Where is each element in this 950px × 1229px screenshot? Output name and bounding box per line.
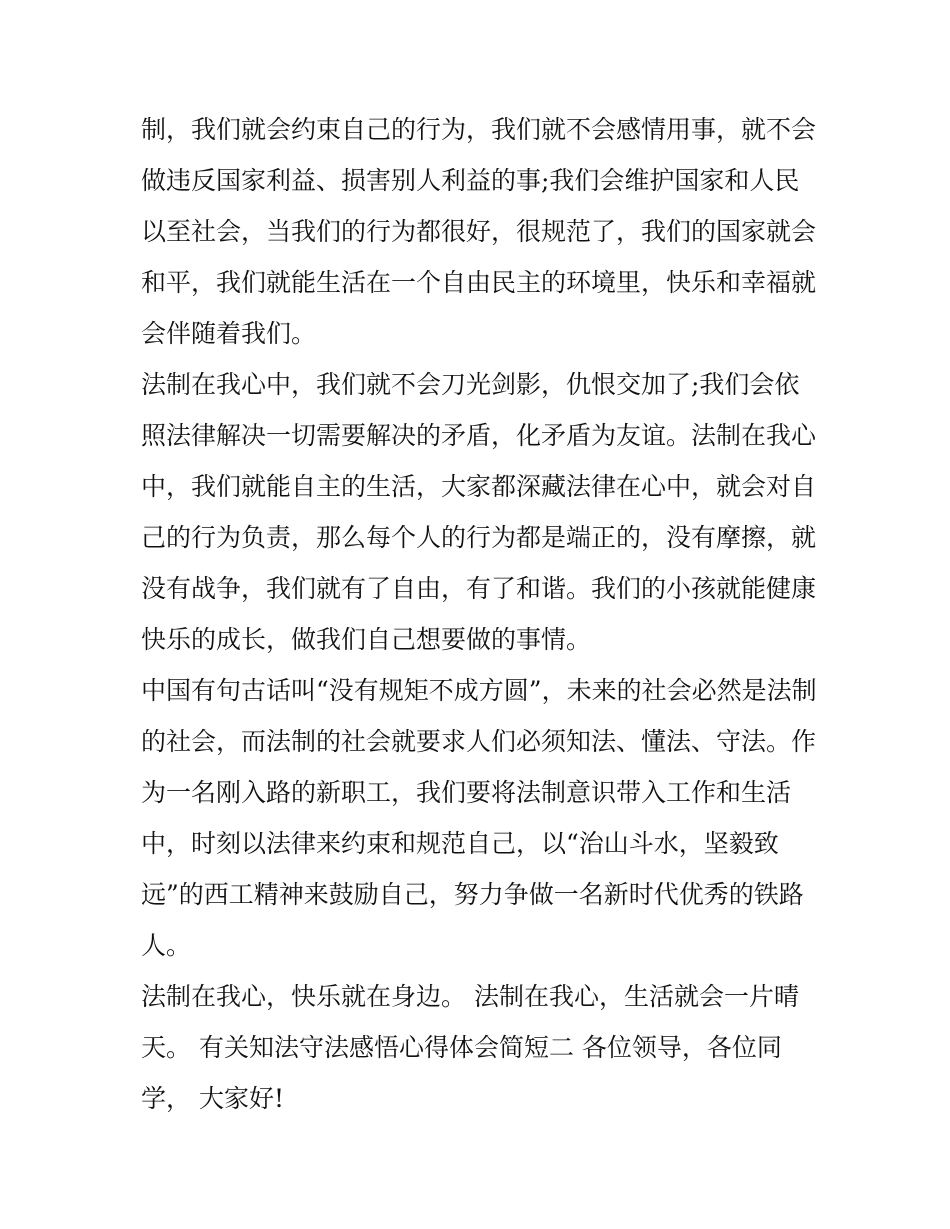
document-body-text — [141, 104, 841, 1124]
text-line: 没有战争，我们就有了自由，有了和谐。我们的小孩就能健康 — [141, 574, 817, 603]
text-line: 快乐的成长，做我们自己想要做的事情。 — [141, 625, 592, 654]
text-line: 中国有句古话叫“没有规矩不成方圆”，未来的社会必然是法制 — [141, 676, 817, 705]
text-line: 照法律解决一切需要解决的矛盾，化矛盾为友谊。法制在我心 — [141, 421, 817, 450]
text-line: 法制在我心中，我们就不会刀光剑影，仇恨交加了;我们会依 — [141, 370, 800, 399]
text-line: 的社会，而法制的社会就要求人们必须知法、懂法、守法。作 — [141, 727, 817, 756]
text-line: 中，我们就能自主的生活，大家都深藏法律在心中，就会对自 — [141, 472, 817, 501]
text-line: 远”的西工精神来鼓励自己，努力争做一名新时代优秀的铁路 — [141, 880, 804, 909]
text-line: 中，时刻以法律来约束和规范自己，以“治山斗水，坚毅致 — [141, 829, 779, 858]
text-line: 己的行为负责，那么每个人的行为都是端正的，没有摩擦，就 — [141, 523, 817, 552]
text-line: 会伴随着我们。 — [141, 319, 317, 348]
text-line: 学， 大家好! — [141, 1084, 284, 1113]
text-line: 天。 有关知法守法感悟心得体会简短二 各位领导，各位同 — [141, 1033, 782, 1062]
text-line: 人。 — [141, 931, 192, 960]
text-line: 以至社会，当我们的行为都很好，很规范了，我们的国家就会 — [141, 217, 817, 246]
text-line: 和平，我们就能生活在一个自由民主的环境里，快乐和幸福就 — [141, 268, 817, 297]
text-line: 做违反国家利益、损害别人利益的事;我们会维护国家和人民 — [141, 166, 800, 195]
text-line: 法制在我心，快乐就在身边。 法制在我心，生活就会一片晴 — [141, 982, 799, 1011]
text-line: 制，我们就会约束自己的行为，我们就不会感情用事，就不会 — [141, 115, 817, 144]
text-line: 为一名刚入路的新职工，我们要将法制意识带入工作和生活 — [141, 778, 792, 807]
